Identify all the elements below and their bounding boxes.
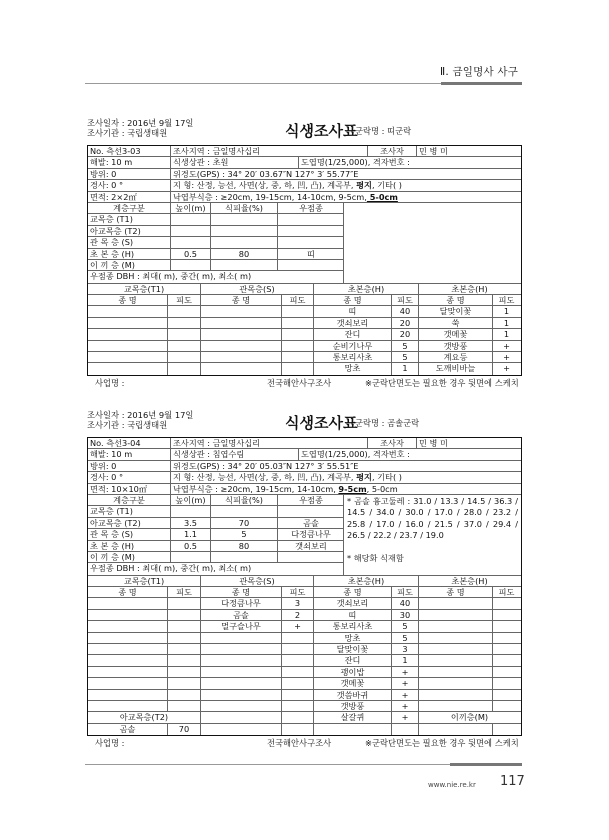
cover-value xyxy=(168,690,201,700)
cover-value xyxy=(282,644,314,654)
species-name: 멀구슬나무 xyxy=(201,621,282,631)
species-name: 곰솔 xyxy=(88,724,168,735)
species-row xyxy=(88,667,521,678)
layer-value: 띠 xyxy=(307,248,315,259)
plot-number: No. 측선3-04 xyxy=(88,438,171,448)
cover-header: 피도 xyxy=(392,295,419,305)
business-name: 사업명 : xyxy=(95,738,125,749)
cover-header: 피도 xyxy=(168,295,201,305)
community-name xyxy=(355,417,419,429)
survey-table xyxy=(87,145,522,376)
layer-value xyxy=(211,214,278,224)
cover-value xyxy=(168,633,201,643)
layer-header: 계층구분 xyxy=(88,203,171,213)
stratum-header: 교목층(T1) xyxy=(88,576,201,586)
species-name: 쑥 xyxy=(419,318,493,328)
cover-value xyxy=(282,633,314,643)
species-name: 달맞이꽃 xyxy=(419,306,493,316)
species-name: 잔디 xyxy=(314,329,392,339)
species-row xyxy=(88,690,521,701)
layer-value xyxy=(171,214,211,224)
species-header: 종 명 xyxy=(88,295,168,305)
species-name xyxy=(88,621,168,631)
species-name: 띠 xyxy=(314,610,392,620)
cover-value xyxy=(168,598,201,608)
stratum-header: 초본층(H) xyxy=(451,283,488,294)
species-name xyxy=(88,644,168,654)
stratum-header: 교목층(T1) xyxy=(88,284,201,294)
species-name: 망초 xyxy=(314,363,392,374)
layer-value xyxy=(171,506,211,516)
species-name xyxy=(201,329,282,339)
species-row xyxy=(88,352,521,363)
cover-value xyxy=(493,610,520,620)
species-row xyxy=(88,341,521,352)
stratum-header: 초본층(H) xyxy=(314,576,419,586)
species-name xyxy=(419,598,493,608)
cover-value xyxy=(493,644,520,654)
cover-header: 피도 xyxy=(168,587,201,597)
layer-header: 우점종 xyxy=(299,494,323,505)
layer-row xyxy=(88,237,343,248)
note-line: * 곰솔 흉고둘레 : 31.0 / 13.3 / 14.5 / 36.3 / 14.5 / 34.0 / 30.0 / 17.0 / 28.0 / 23.2 / 25.8 / 17.0 / 16.0 / 21.5 / 37.0 / 29.4 / 26.5 / 22.2 / 23.7 / 19.0 xyxy=(347,495,518,541)
stratum-header: 관목층(S) xyxy=(201,576,314,586)
layer-value xyxy=(171,226,211,236)
cover-value xyxy=(168,610,201,620)
cover-value: 1 xyxy=(392,363,419,374)
layer-row xyxy=(88,506,343,517)
cover-value: + xyxy=(392,701,419,711)
species-header: 종 명 xyxy=(201,587,282,597)
layer-value xyxy=(211,506,278,516)
species-name: 곰솔 xyxy=(201,610,282,620)
footer-accent-bar xyxy=(450,763,522,766)
species-name xyxy=(201,644,282,654)
vegetation-physiognomy: 식생상관 : 침엽수림 xyxy=(171,449,299,459)
layer-name: 이 끼 층 (M) xyxy=(88,552,171,562)
cover-value xyxy=(168,701,201,711)
species-name xyxy=(419,701,493,711)
layer-name: 교목층 (T1) xyxy=(88,214,171,224)
species-name xyxy=(314,724,392,735)
cover-value xyxy=(168,341,201,351)
layer-value xyxy=(171,260,211,270)
cover-value xyxy=(168,621,201,631)
species-name xyxy=(419,621,493,631)
species-name xyxy=(88,678,168,688)
species-name: 통보리사초 xyxy=(314,621,392,631)
project-name: 전국해안사구조사 xyxy=(267,378,332,388)
cover-value xyxy=(168,318,201,328)
species-header: 종 명 xyxy=(88,587,168,597)
cover-value xyxy=(282,318,314,328)
layer-value xyxy=(211,237,278,247)
survey-region: 조사지역 : 금일명사십리 xyxy=(171,146,368,156)
species-row xyxy=(88,610,521,621)
layer-value xyxy=(278,506,344,516)
species-name: 잔디 xyxy=(314,655,392,665)
layer-header: 식피율(%) xyxy=(211,203,278,213)
project-name: 전국해안사구조사 xyxy=(267,738,332,749)
species-name xyxy=(201,712,282,722)
species-name xyxy=(419,644,493,654)
layer-value: 1.1 xyxy=(171,529,211,539)
cover-value xyxy=(493,667,520,677)
cover-value: 30 xyxy=(392,610,419,620)
terrain: 지 형: 산정, 능선, 사면(상, 중, 하, 凹, 凸), 계곡부, 평지, 기타( ) xyxy=(173,180,402,191)
species-row xyxy=(88,678,521,689)
species-name xyxy=(419,610,493,620)
species-name xyxy=(88,690,168,700)
map-sheet: 도엽명(1/25,000), 격자번호 : xyxy=(301,449,410,460)
litter-layer: 낙엽부식층 : ≥20cm, 19-15cm, 14-10cm, 9-5cm, 5-0cm xyxy=(173,191,398,202)
cover-value xyxy=(282,678,314,688)
species-row xyxy=(88,363,521,374)
species-name xyxy=(88,318,168,328)
species-row xyxy=(88,724,521,735)
sketch-note: ※군락단면도는 필요한 경우 뒷면에 스케치 xyxy=(365,378,519,388)
cover-value: + xyxy=(392,712,419,722)
species-row xyxy=(88,655,521,666)
layer-name: 아교목층 (T2) xyxy=(88,226,171,236)
survey-agency: 조사기관 : 국립생태원 xyxy=(87,420,168,430)
form-title: 식생조사표 xyxy=(285,122,358,140)
species-name xyxy=(201,352,282,362)
community-value: 곰솔군락 xyxy=(387,418,420,428)
species-name xyxy=(88,306,168,316)
stratum-header: 초본층(H) xyxy=(451,575,488,586)
species-name xyxy=(88,363,168,374)
stratum-header: 관목층(S) xyxy=(201,284,314,294)
species-name: 순비기나무 xyxy=(314,341,392,351)
layer-row xyxy=(88,260,343,271)
map-sheet: 도엽명(1/25,000), 격자번호 : xyxy=(301,157,410,168)
species-header: 종 명 xyxy=(314,295,392,305)
layer-value xyxy=(211,552,278,562)
species-name xyxy=(201,363,282,374)
species-name xyxy=(88,329,168,339)
species-name: 망초 xyxy=(314,633,392,643)
species-name: 갯씀바귀 xyxy=(314,690,392,700)
species-row xyxy=(88,329,521,340)
cover-value xyxy=(168,678,201,688)
cover-value xyxy=(392,724,419,735)
layer-value: 0.5 xyxy=(171,249,211,259)
cover-value: 3 xyxy=(282,598,314,608)
layer-name: 초 본 층 (H) xyxy=(88,249,171,259)
species-name xyxy=(419,690,493,700)
species-row xyxy=(88,644,521,655)
layer-row xyxy=(88,214,343,225)
cover-value: 70 xyxy=(168,724,201,735)
cover-value xyxy=(282,352,314,362)
species-name: 아교목층(T2) xyxy=(88,712,201,722)
cover-header: 피도 xyxy=(282,587,314,597)
slope: 경사: 0 ° xyxy=(88,472,171,482)
species-name xyxy=(201,655,282,665)
layer-name: 관 목 층 (S) xyxy=(88,529,171,539)
layer-value: 곰솔 xyxy=(303,517,319,528)
species-row xyxy=(88,701,521,712)
layer-value xyxy=(278,226,344,236)
plot-number: No. 측선3-03 xyxy=(88,146,171,156)
litter-layer: 낙엽부식층 : ≥20cm, 19-15cm, 14-10cm, 9-5cm, 5-0cm xyxy=(173,483,398,494)
layer-row xyxy=(88,541,343,552)
cover-value xyxy=(493,633,520,643)
survey-region: 조사지역 : 금일명사십리 xyxy=(171,438,368,448)
species-name xyxy=(419,633,493,643)
species-name xyxy=(419,724,493,735)
cover-value xyxy=(493,598,520,608)
slope: 경사: 0 ° xyxy=(88,180,171,190)
cover-value xyxy=(168,363,201,374)
cover-value: 1 xyxy=(503,306,510,317)
species-name xyxy=(201,633,282,643)
layer-value xyxy=(278,552,344,562)
cover-value xyxy=(282,341,314,351)
layer-name: 이 끼 층 (M) xyxy=(88,260,171,270)
cover-header: 피도 xyxy=(282,295,314,305)
cover-value: 2 xyxy=(282,610,314,620)
community-name xyxy=(355,125,411,137)
cover-value xyxy=(282,724,314,735)
species-name: 계요등 xyxy=(419,352,493,362)
cover-value xyxy=(168,655,201,665)
species-name xyxy=(201,701,282,711)
cover-value xyxy=(168,306,201,316)
gps-coordinates: 위경도(GPS) : 34° 20′ 05.03″N 127° 3′ 55.51″E xyxy=(173,460,359,471)
species-name: 통보리사초 xyxy=(314,352,392,362)
species-row xyxy=(88,712,521,723)
species-name: 갯쇠보리 xyxy=(314,598,392,608)
species-name: 갯방풍 xyxy=(419,341,493,351)
species-name xyxy=(88,341,168,351)
chapter-header: Ⅱ. 금일명사 사구 xyxy=(440,66,519,78)
surveyor-label: 조사자 xyxy=(368,438,417,448)
layer-value: 80 xyxy=(211,541,278,551)
species-name xyxy=(201,318,282,328)
layer-name: 아교목층 (T2) xyxy=(88,518,171,528)
survey-date: 조사일자 : 2016년 9월 17일 xyxy=(87,118,194,128)
cover-value xyxy=(282,690,314,700)
layer-row xyxy=(88,552,343,563)
layer-name: 초 본 층 (H) xyxy=(88,541,171,551)
cover-value: 5 xyxy=(392,633,419,643)
species-name xyxy=(88,655,168,665)
species-name xyxy=(419,655,493,665)
layer-value: 다정큼나무 xyxy=(291,529,331,540)
layer-value xyxy=(278,214,344,224)
cover-value: 20 xyxy=(392,329,419,339)
page-number: 117 xyxy=(500,774,525,789)
form-title: 식생조사표 xyxy=(285,414,358,432)
altitude: 해발: 10 m xyxy=(88,449,171,459)
species-name xyxy=(419,667,493,677)
header-accent-bar xyxy=(441,82,522,85)
cover-value xyxy=(493,724,520,735)
layer-value xyxy=(211,260,278,270)
layer-row xyxy=(88,518,343,529)
surveyor-name: 민 병 미 xyxy=(419,438,448,448)
cover-header: 피도 xyxy=(498,587,515,598)
surveyor-label: 조사자 xyxy=(368,146,417,156)
cover-value: 40 xyxy=(392,306,419,316)
community-label: 군락명 : xyxy=(355,126,385,136)
species-name: 괭이밥 xyxy=(314,667,392,677)
cover-value: + xyxy=(392,667,419,677)
cover-value xyxy=(493,701,520,711)
species-row xyxy=(88,306,521,317)
layer-header: 우점종 xyxy=(299,202,323,213)
community-label: 군락명 : xyxy=(355,418,385,428)
species-name xyxy=(88,352,168,362)
note-line: * 해당화 식재함 xyxy=(347,552,404,563)
cover-value xyxy=(493,655,520,665)
dominant-dbh: 우점종 DBH : 최대( m), 중간( m), 최소( m) xyxy=(90,563,252,574)
cover-value xyxy=(493,678,520,688)
cover-value: + xyxy=(503,363,510,374)
layer-header: 계층구분 xyxy=(88,495,171,505)
cover-value: + xyxy=(503,352,510,363)
layer-value: 5 xyxy=(211,529,278,539)
species-name xyxy=(88,633,168,643)
aspect: 방위: 0 xyxy=(88,169,171,179)
species-name xyxy=(201,306,282,316)
cover-value: 5 xyxy=(392,352,419,362)
cover-value: 5 xyxy=(392,621,419,631)
layer-value: 0.5 xyxy=(171,541,211,551)
layer-value: 80 xyxy=(211,249,278,259)
gps-coordinates: 위경도(GPS) : 34° 20′ 03.67″N 127° 3′ 55.77″E xyxy=(173,168,359,179)
layer-row xyxy=(88,226,343,237)
surveyor-name: 민 병 미 xyxy=(419,146,448,156)
survey-agency: 조사기관 : 국립생태원 xyxy=(87,128,168,138)
species-name: 도깨비바늘 xyxy=(419,363,493,374)
cover-header: 피도 xyxy=(392,587,419,597)
stratum-header: 초본층(H) xyxy=(314,284,419,294)
layer-value: 70 xyxy=(211,518,278,528)
cover-value xyxy=(493,621,520,631)
species-header: 종 명 xyxy=(419,587,493,597)
vegetation-physiognomy: 식생상관 : 초원 xyxy=(171,157,299,167)
survey-date: 조사일자 : 2016년 9월 17일 xyxy=(87,410,194,420)
cover-value xyxy=(282,363,314,374)
layer-value xyxy=(171,552,211,562)
species-name xyxy=(201,690,282,700)
species-name: 이끼층(M) xyxy=(450,712,489,723)
cover-value: 40 xyxy=(392,598,419,608)
layer-row xyxy=(88,529,343,540)
species-row xyxy=(88,598,521,609)
layer-value xyxy=(278,237,344,247)
community-value: 띠군락 xyxy=(387,126,412,136)
altitude: 해발: 10 m xyxy=(88,157,171,167)
notes xyxy=(344,495,521,575)
cover-value: 20 xyxy=(392,318,419,328)
species-name: 띠 xyxy=(314,306,392,316)
layer-name: 관 목 층 (S) xyxy=(88,237,171,247)
terrain: 지 형: 산정, 능선, 사면(상, 중, 하, 凹, 凸), 계곡부, 평지, 기타( ) xyxy=(173,472,402,483)
cover-value: + xyxy=(503,340,510,351)
layer-name: 교목층 (T1) xyxy=(88,506,171,516)
cover-value xyxy=(493,690,520,700)
survey-table xyxy=(87,437,522,736)
layer-header: 높이(m) xyxy=(171,203,211,213)
cover-value xyxy=(282,329,314,339)
sketch-note: ※군락단면도는 필요한 경우 뒷면에 스케치 xyxy=(365,738,519,749)
aspect: 방위: 0 xyxy=(88,461,171,471)
species-name: 갯방풍 xyxy=(314,701,392,711)
species-name xyxy=(201,341,282,351)
cover-value: + xyxy=(282,621,314,631)
species-header: 종 명 xyxy=(201,295,282,305)
cover-value xyxy=(282,667,314,677)
cover-value xyxy=(282,655,314,665)
cover-value xyxy=(168,329,201,339)
layer-value: 갯쇠보리 xyxy=(295,540,327,551)
cover-header: 피도 xyxy=(498,295,515,306)
species-name xyxy=(88,701,168,711)
layer-value: 3.5 xyxy=(171,518,211,528)
species-header: 종 명 xyxy=(314,587,392,597)
layer-header: 식피율(%) xyxy=(211,495,278,505)
species-name xyxy=(88,667,168,677)
species-name: 살갈퀴 xyxy=(314,712,392,722)
layer-row xyxy=(88,249,343,260)
cover-value xyxy=(168,667,201,677)
cover-value: 1 xyxy=(392,655,419,665)
layer-value xyxy=(171,237,211,247)
species-name: 다정큼나무 xyxy=(201,598,282,608)
cover-value: + xyxy=(392,690,419,700)
dominant-dbh: 우점종 DBH : 최대( m), 중간( m), 최소( m) xyxy=(90,271,252,282)
plot-area: 면적: 2×2㎡ xyxy=(88,192,171,202)
cover-value xyxy=(168,644,201,654)
plot-area: 면적: 10×10㎡ xyxy=(88,484,171,494)
species-name: 갯메꽃 xyxy=(314,678,392,688)
layer-value xyxy=(211,226,278,236)
cover-value xyxy=(282,701,314,711)
species-name xyxy=(201,724,282,735)
species-name xyxy=(201,667,282,677)
species-name xyxy=(419,678,493,688)
website-url: www.nie.re.kr xyxy=(428,781,476,789)
cover-value: 1 xyxy=(503,317,510,328)
species-row xyxy=(88,318,521,329)
layer-header: 높이(m) xyxy=(171,495,211,505)
cover-value: + xyxy=(392,678,419,688)
species-name: 갯쇠보리 xyxy=(314,318,392,328)
species-row xyxy=(88,621,521,632)
species-name xyxy=(88,610,168,620)
cover-value xyxy=(282,712,314,722)
layer-value xyxy=(278,260,344,270)
cover-value: 3 xyxy=(392,644,419,654)
species-name: 달맞이꽃 xyxy=(314,644,392,654)
species-row xyxy=(88,633,521,644)
species-name xyxy=(88,598,168,608)
species-header: 종 명 xyxy=(419,295,493,305)
cover-value xyxy=(282,306,314,316)
species-name xyxy=(201,678,282,688)
cover-value xyxy=(168,352,201,362)
species-name: 갯메꽃 xyxy=(419,329,493,339)
cover-value: 5 xyxy=(392,341,419,351)
business-name: 사업명 : xyxy=(95,378,125,388)
cover-value: 1 xyxy=(503,329,510,340)
notes xyxy=(344,203,521,283)
